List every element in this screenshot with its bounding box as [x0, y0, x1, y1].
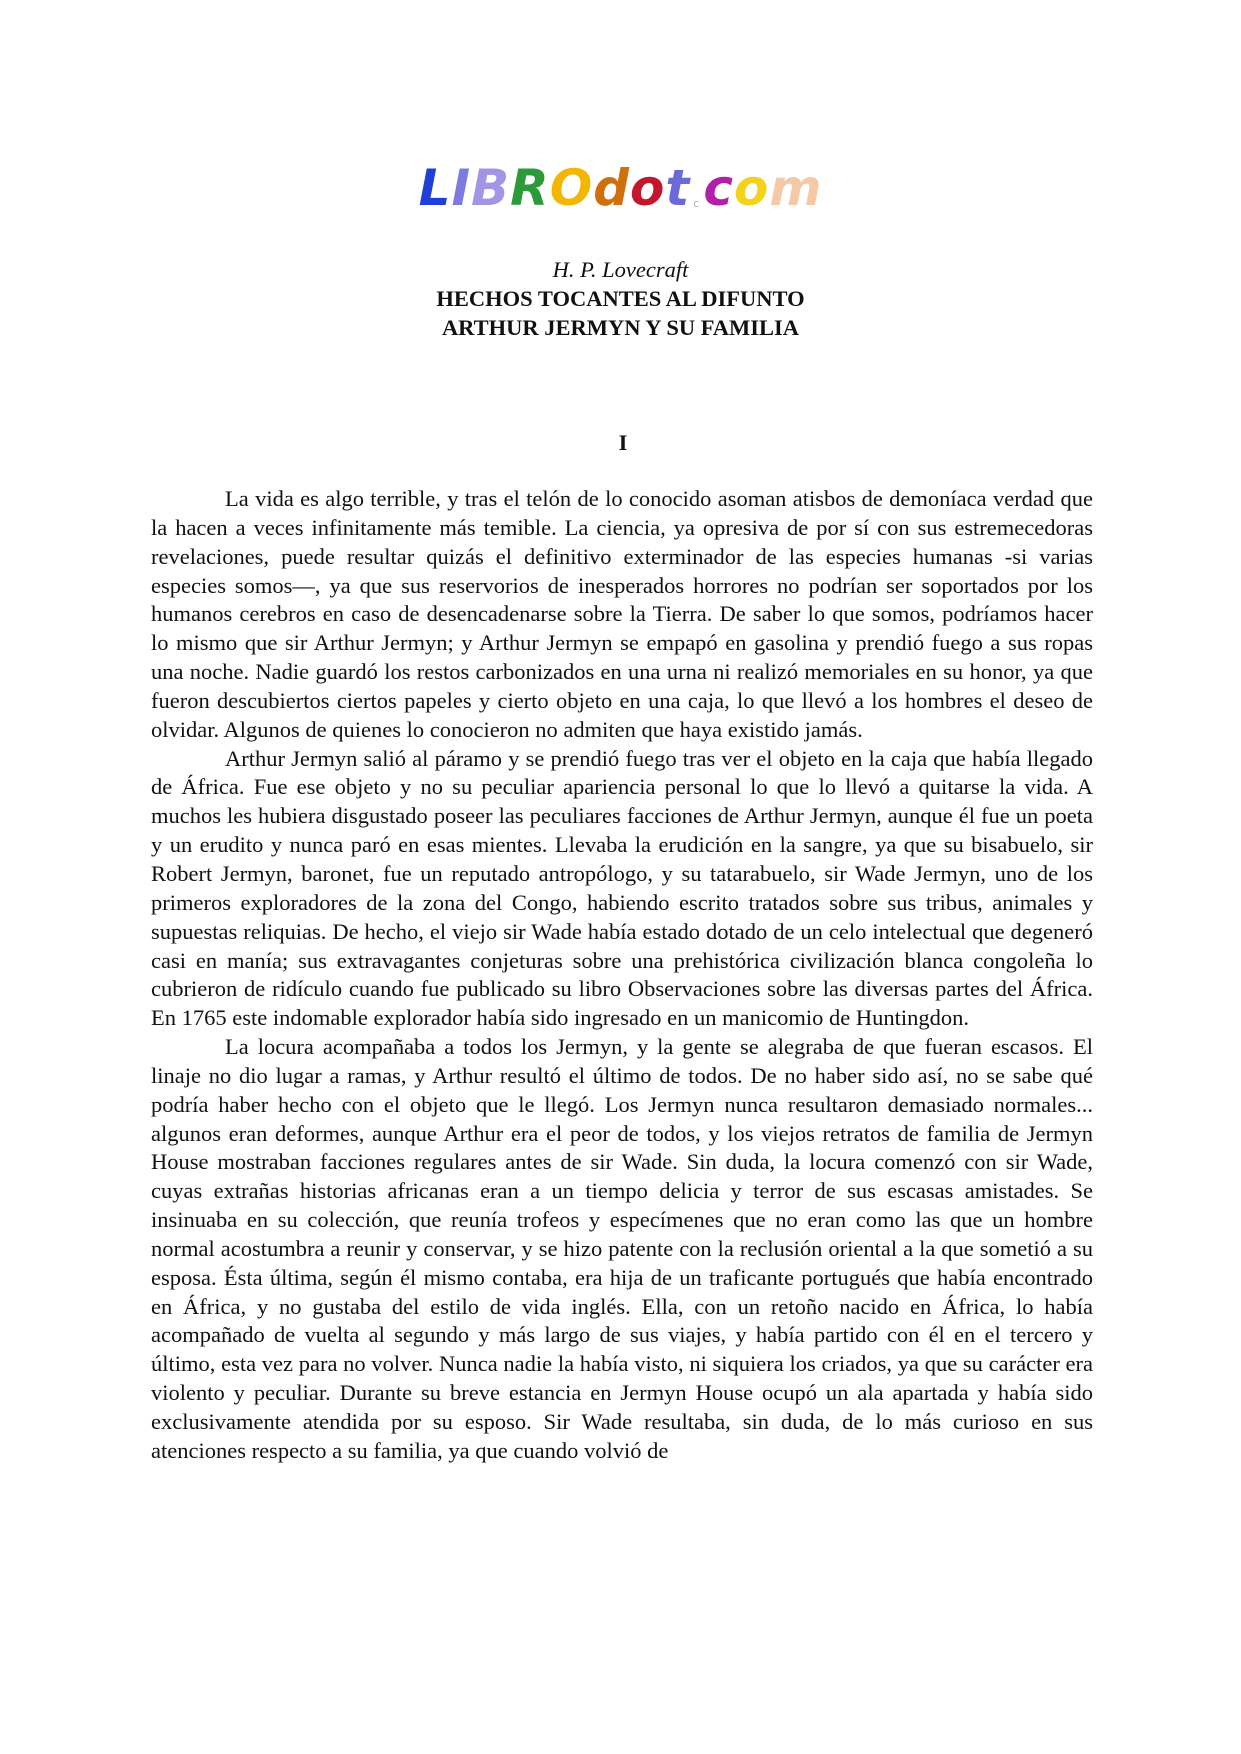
title-line-1: HECHOS TOCANTES AL DIFUNTO: [436, 286, 805, 311]
logo-letter: o: [733, 159, 770, 217]
logo-letter: R: [510, 159, 550, 217]
title-line-2: ARTHUR JERMYN Y SU FAMILIA: [441, 315, 800, 340]
chapter-number: I: [618, 430, 628, 455]
logo-letter: O: [549, 159, 594, 217]
body-text: [151, 485, 1093, 1466]
logo-letter: o: [630, 159, 666, 217]
logo-letter: L: [418, 159, 452, 217]
logo-letter: c: [693, 197, 701, 210]
paragraph-3: La locura acompañaba a todos los Jermyn, y la gente se alegraba de que fueran escasos. El linaje no dio lugar a ramas, y Arthur resultó el último de todos. De no haber sido así, no se sabe qué podría haber hecho con el objeto que le llegó. Los Jermyn nunca resultaron demasiado normales... algunos eran deformes, aunque Arthur era el peor de todos, y los viejos retratos de familia de Jermyn House mostraban facciones regulares antes de sir Wade. Sin duda, la locura comenzó con sir Wade, cuyas extrañas historias africanas eran a un tiempo delicia y terror de sus escasas amistades. Se insinuaba en su colección, que reunía trofeos y especímenes que no eran como las que un hombre normal acostumbra a reunir y conservar, y se hizo patente con la reclusión oriental a la que sometió a su esposa. Ésta última, según él mismo contaba, era hija de un traficante portugués que había encontrado en África, y no gustaba del estilo de vida inglés. Ella, con un retoño nacido en África, lo había acompañado de vuelta al segundo y más largo de sus viajes, y había partido con él en el tercero y último, esta vez para no volver. Nunca nadie la había visto, ni siquiera los criados, ya que su carácter era violento y peculiar. Durante su breve estancia en Jermyn House ocupó un ala apartada y había sido exclusivamente atendida por su esposo. Sir Wade resultaba, sin duda, de lo más curioso en sus atenciones respecto a su familia, ya que cuando volvió de: [151, 1034, 1093, 1463]
story-title: [0, 284, 1241, 342]
librodot-logo: [0, 158, 1241, 234]
logo-letter: m: [769, 159, 823, 217]
logo-letter: B: [471, 159, 511, 217]
logo-letter: t: [665, 159, 691, 217]
author-name: H. P. Lovecraft: [552, 257, 689, 282]
logo-letter: c: [703, 159, 734, 217]
logo-letter: d: [593, 159, 630, 217]
paragraph-1: La vida es algo terrible, y tras el telón de lo conocido asoman atisbos de demoníaca verdad que la hacen a veces infinitamente más temible. La ciencia, ya opresiva de por sí con sus estremecedoras revelaciones, puede resultar quizás el definitivo exterminador de las especies humanas -si varias especies somos—, ya que sus reservorios de inesperados horrores no podrían ser soportados por los humanos cerebros en caso de desencadenarse sobre la Tierra. De saber lo que somos, podríamos hacer lo mismo que sir Arthur Jermyn; y Arthur Jermyn se empapó en gasolina y prendió fuego a sus ropas una noche. Nadie guardó los restos carbonizados en una urna ni realizó memoriales en su honor, ya que fueron descubiertos ciertos papeles y cierto objeto en una caja, lo que llevó a los hombres el deseo de olvidar. Algunos de quienes lo conocieron no admiten que haya existido jamás.: [151, 486, 1093, 742]
paragraph-2: Arthur Jermyn salió al páramo y se prendió fuego tras ver el objeto en la caja que había llegado de África. Fue ese objeto y no su peculiar apariencia personal lo que lo llevó a quitarse la vida. A muchos les hubiera disgustado poseer las peculiares facciones de Arthur Jermyn, aunque él fue un poeta y un erudito y nunca paró en esas mientes. Llevaba la erudición en la sangre, ya que su bisabuelo, sir Robert Jermyn, baronet, fue un reputado antropólogo, y su tatarabuelo, sir Wade Jermyn, uno de los primeros exploradores de la zona del Congo, habiendo escrito tratados sobre sus tribus, animales y supuestas reliquias. De hecho, el viejo sir Wade había estado dotado de un celo intelectual que degeneró casi en manía; sus extravagantes conjeturas sobre una prehistórica civilización blanca congoleña lo cubrieron de ridículo cuando fue publicado su libro Observaciones sobre las diversas partes del África. En 1765 este indomable explorador había sido ingresado en un manicomio de Huntingdon.: [151, 745, 1093, 1031]
logo-letter: I: [451, 159, 472, 217]
